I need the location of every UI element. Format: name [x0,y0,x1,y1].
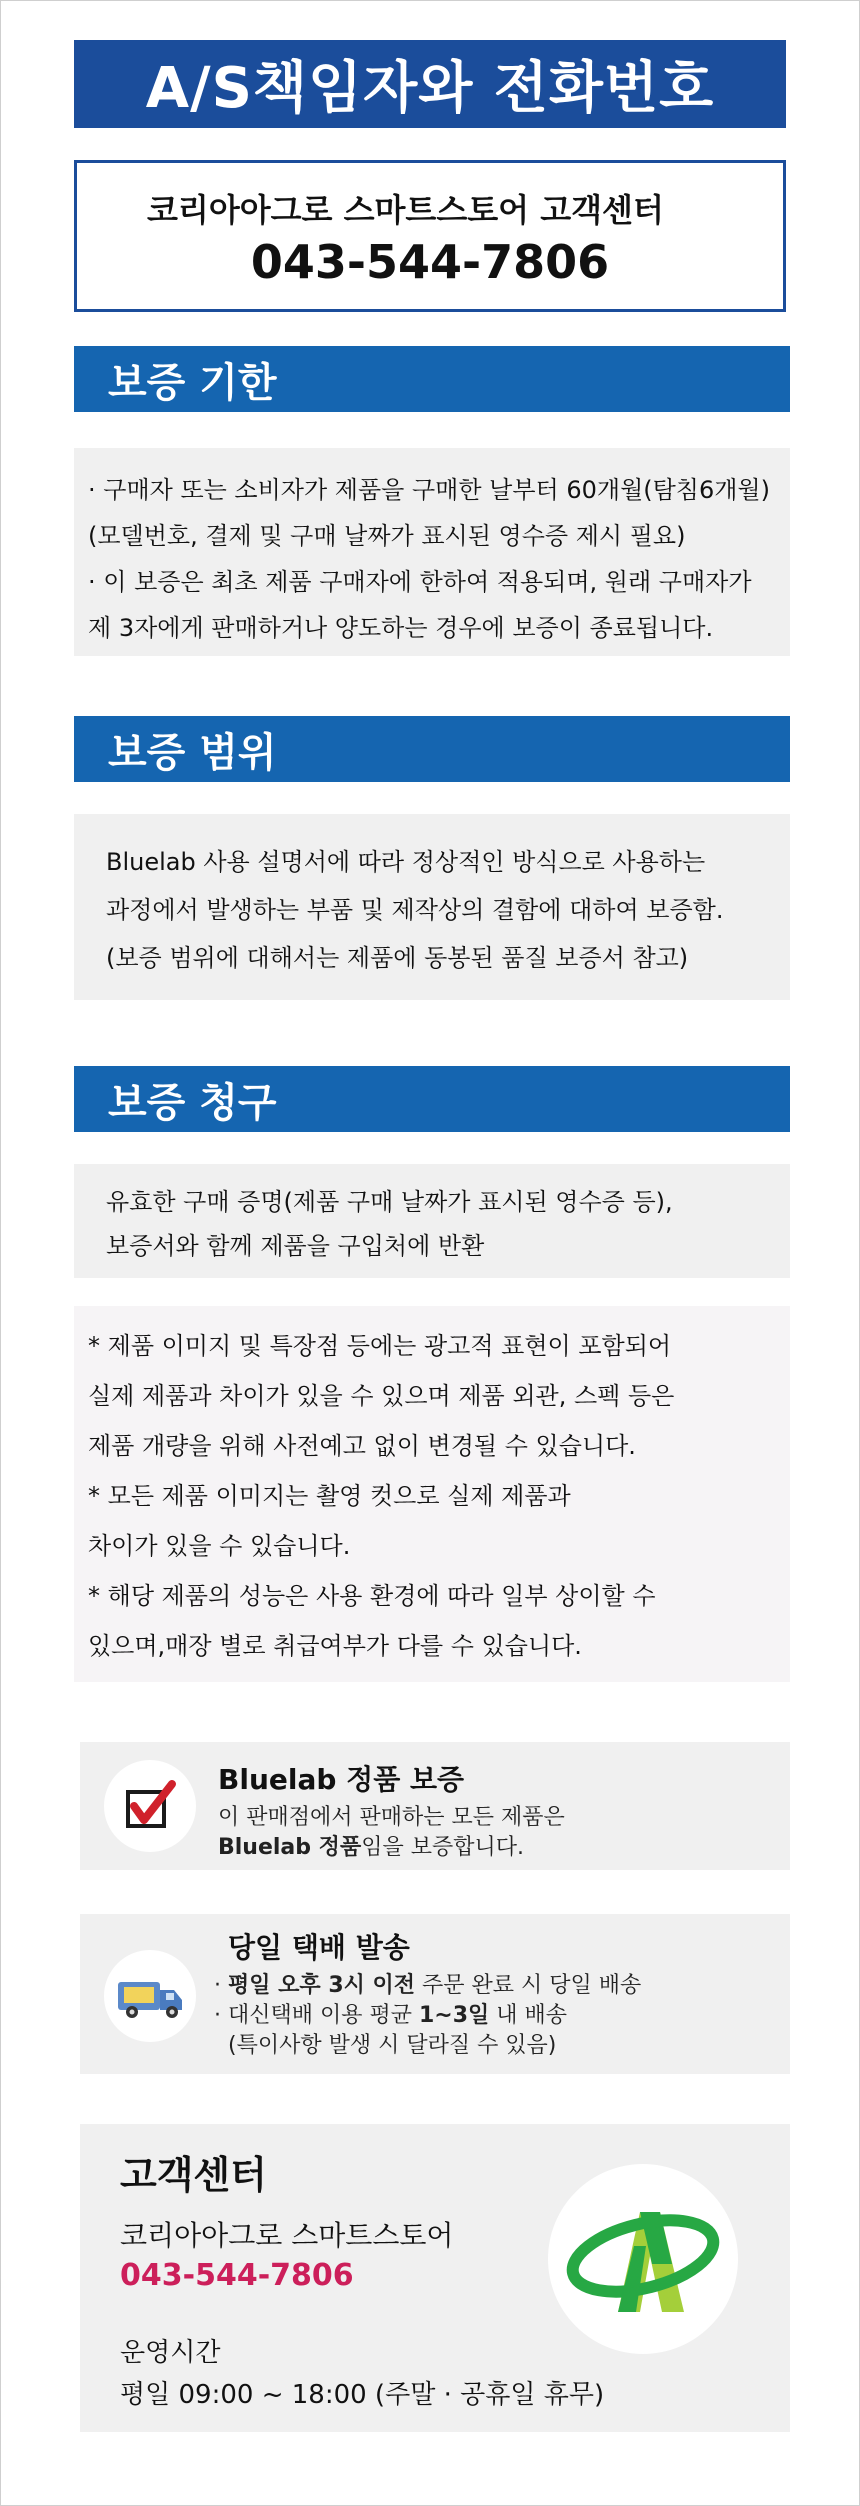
delivery-cutoff: 평일 오후 3시 이전 [228,1973,416,1998]
customer-center-store: 코리아아그로 스마트스토어 [120,2219,454,2252]
genuine-icon-circle [104,1760,196,1852]
genuine-card-title: Bluelab 정품 보증 [218,1763,465,1796]
customer-center-box [80,2124,790,2432]
warranty-period-box [74,448,790,656]
section-header-warranty-period [74,346,790,412]
bullet: · [214,1973,228,1998]
notice-line: 차이가 있을 수 있습니다. [88,1532,351,1560]
warranty-claim-line: 보증서와 함께 제품을 구입처에 반환 [106,1232,485,1260]
contact-box [74,160,786,312]
genuine-card-brand: Bluelab 정품 [218,1835,362,1860]
delivery-card-line-rest: 주문 완료 시 당일 배송 [415,1973,642,1998]
delivery-card-line [214,1968,641,1999]
section-header-warranty-scope [74,716,790,782]
logo-circle [548,2164,738,2354]
korea-agro-logo [548,2164,738,2354]
warranty-period-line: · 이 보증은 최초 제품 구매자에 한하여 적용되며, 원래 구매자가 [88,568,752,596]
delivery-truck-icon [104,1950,196,2042]
contact-phone[interactable]: 043-544-7806 [250,235,610,289]
delivery-card-title: 당일 택배 발송 [228,1931,410,1964]
delivery-icon-circle [104,1950,196,2042]
notice-line: 실제 제품과 차이가 있을 수 있으며 제품 외관, 스펙 등은 [88,1382,675,1410]
customer-center-title: 고객센터 [120,2153,267,2197]
notice-line: * 해당 제품의 성능은 사용 환경에 따라 일부 상이할 수 [88,1582,656,1610]
warranty-scope-line: 과정에서 발생하는 부품 및 제작상의 결함에 대하여 보증함. [106,896,724,924]
genuine-card-line: 이 판매점에서 판매하는 모든 제품은 [218,1805,565,1830]
delivery-card-line-rest: 내 배송 [489,2003,568,2028]
warranty-period-line: (모델번호, 결제 및 구매 날짜가 표시된 영수증 제시 필요) [88,522,686,550]
warranty-period-line: · 구매자 또는 소비자가 제품을 구매한 날부터 60개월(탐침6개월) [88,476,770,504]
genuine-card-line-rest: 임을 보증합니다. [361,1835,524,1860]
warranty-period-line: 제 3자에게 판매하거나 양도하는 경우에 보증이 종료됩니다. [88,614,714,642]
section-header-warranty-claim [74,1066,790,1132]
notice-line: * 모든 제품 이미지는 촬영 컷으로 실제 제품과 [88,1482,571,1510]
customer-center-hours: 평일 09:00 ~ 18:00 (주말 · 공휴일 휴무) [120,2380,605,2410]
notice-line: 제품 개량을 위해 사전예고 없이 변경될 수 있습니다. [88,1432,636,1460]
contact-store-name: 코리아아그로 스마트스토어 고객센터 [147,191,664,229]
section-heading: 보증 청구 [108,1079,277,1126]
delivery-days: 1~3일 [418,2003,490,2028]
warranty-claim-line: 유효한 구매 증명(제품 구매 날짜가 표시된 영수증 등), [106,1188,673,1216]
delivery-card-line-prefix: · 대신택배 이용 평균 [214,2003,419,2028]
customer-center-phone[interactable]: 043-544-7806 [120,2258,354,2293]
section-heading: 보증 기한 [108,359,277,406]
notice-line: * 제품 이미지 및 특장점 등에는 광고적 표현이 포함되어 [88,1332,672,1360]
checkbox-check-icon [104,1760,196,1852]
genuine-card-line [218,1830,524,1861]
same-day-delivery-card [80,1914,790,2074]
customer-center-hours-label: 운영시간 [120,2338,221,2368]
notice-line: 있으며,매장 별로 취급여부가 다를 수 있습니다. [88,1632,582,1660]
delivery-card-line: (특이사항 발생 시 달라질 수 있음) [214,2033,557,2058]
page-title: A/S책임자와 전화번호 [74,40,786,128]
section-heading: 보증 범위 [108,729,277,776]
warranty-claim-box [74,1164,790,1278]
notice-box [74,1306,790,1682]
genuine-warranty-card [80,1742,790,1870]
warranty-scope-line: Bluelab 사용 설명서에 따라 정상적인 방식으로 사용하는 [106,848,706,876]
warranty-scope-line: (보증 범위에 대해서는 제품에 동봉된 품질 보증서 참고) [106,944,689,972]
warranty-scope-box [74,814,790,1000]
delivery-card-line [214,1998,567,2029]
